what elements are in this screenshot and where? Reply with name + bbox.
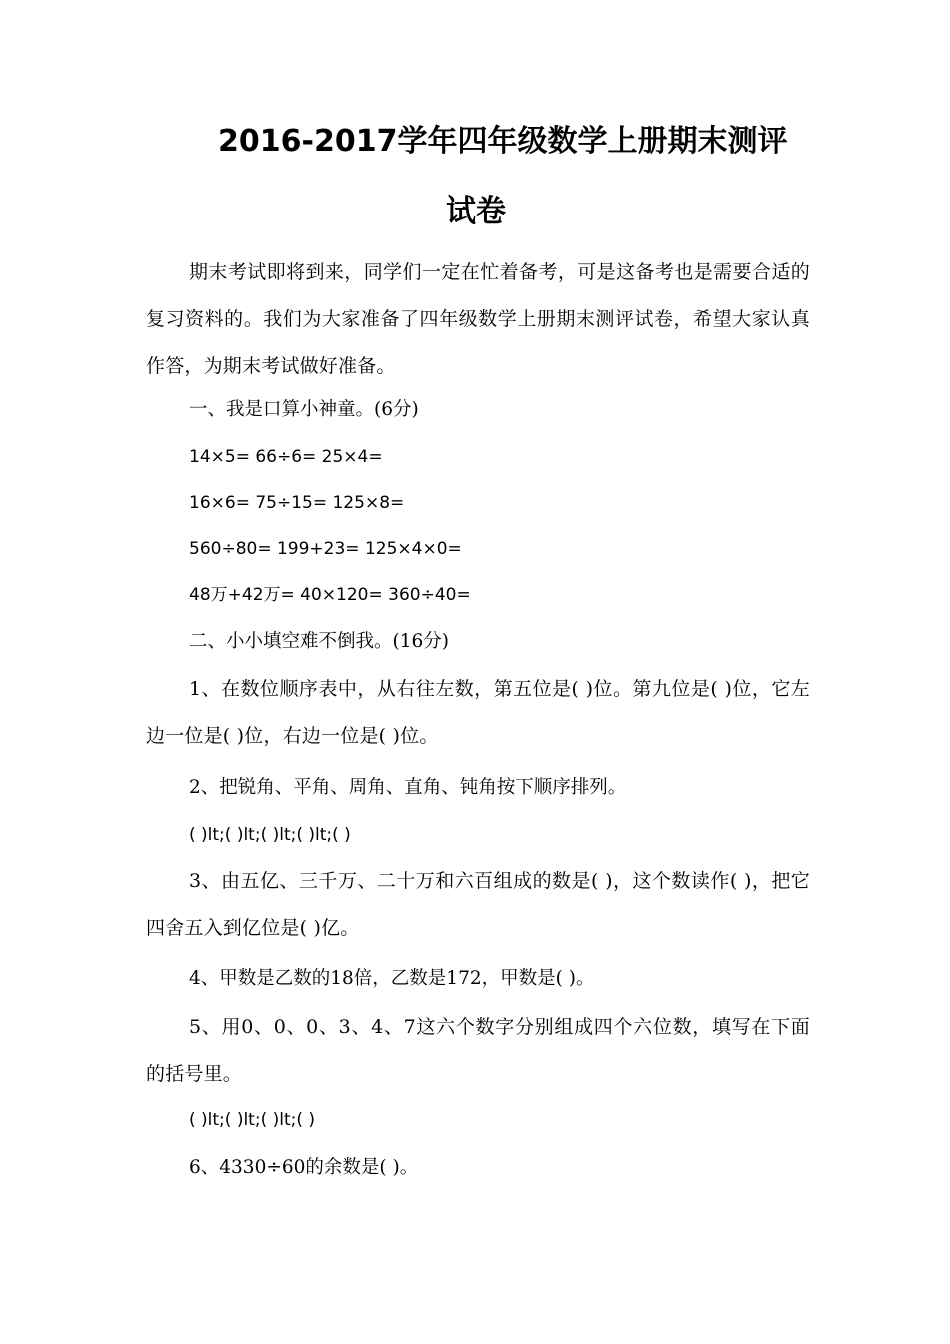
question-4: 4、甲数是乙数的18倍，乙数是172，甲数是( )。 bbox=[189, 968, 595, 989]
calc-row: 16×6= 75÷15= 125×8= bbox=[189, 493, 405, 513]
section2-heading: 二、小小填空难不倒我。(16分) bbox=[189, 631, 449, 652]
calc-row: 48万+42万= 40×120= 360÷40= bbox=[189, 585, 471, 605]
question-5: 5、用0、0、0、3、4、7这六个数字分别组成四个六位数，填写在下面的括号里。 bbox=[146, 1016, 810, 1085]
calc-row: 14×5= 66÷6= 25×4= bbox=[189, 447, 383, 467]
question-5-answer: ( )lt;( )lt;( )lt;( ) bbox=[189, 1110, 316, 1130]
question-3: 3、由五亿、三千万、二十万和六百组成的数是( )，这个数读作( )，把它四舍五入到亿位是( )亿。 bbox=[146, 870, 810, 939]
question-1: 1、在数位顺序表中，从右往左数，第五位是( )位。第九位是( )位，它左边一位是( )位，右边一位是( )位。 bbox=[146, 678, 810, 747]
document-title-line2: 试卷 bbox=[446, 194, 506, 229]
document-title-line1: 2016-2017学年四年级数学上册期末测评 bbox=[218, 124, 788, 159]
question-6: 6、4330÷60的余数是( )。 bbox=[189, 1157, 419, 1178]
question-2: 2、把锐角、平角、周角、直角、钝角按下顺序排列。 bbox=[189, 777, 627, 798]
intro-paragraph: 期末考试即将到来，同学们一定在忙着备考，可是这备考也是需要合适的复习资料的。我们为大家准备了四年级数学上册期末测评试卷，希望大家认真作答，为期末考试做好准备。 bbox=[146, 261, 810, 377]
calc-row: 560÷80= 199+23= 125×4×0= bbox=[189, 539, 462, 559]
question-2-answer: ( )lt;( )lt;( )lt;( )lt;( ) bbox=[189, 825, 351, 845]
section1-heading: 一、我是口算小神童。(6分) bbox=[189, 399, 419, 420]
